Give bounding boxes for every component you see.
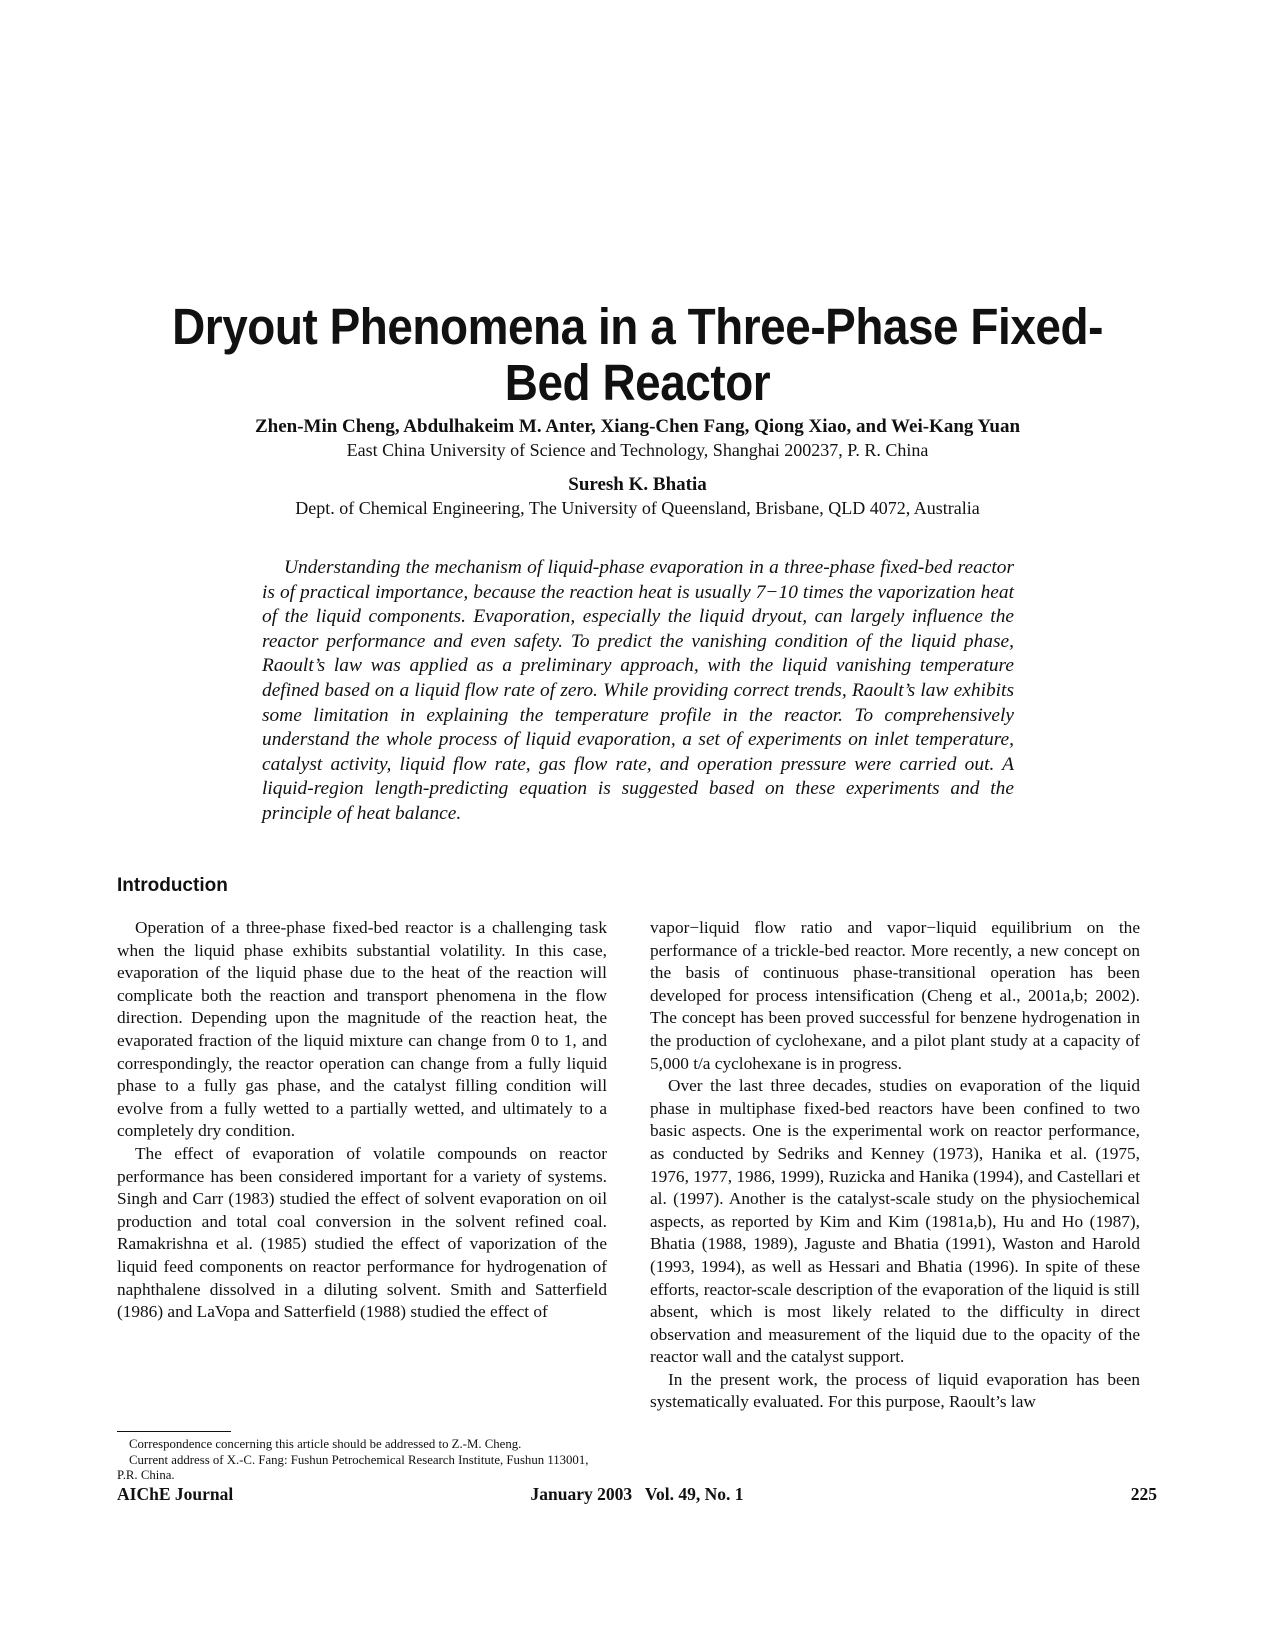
paragraph: The effect of evaporation of volatile compounds on reactor performance has been considered important for a variety of systems. Singh and Carr (1983) studied the effect of solvent evaporation on oil production and total coal conversion in the solvent refined coal. Ramakrishna et al. (1985) studied the effect of vaporization of the liquid feed components on reactor performance for hydrogenation of naphthalene dissolved in a diluting solvent. Smith and Satterfield (1986) and LaVopa and Satterfield (1988) studied the effect of — [117, 1143, 607, 1322]
author-affiliation-1: East China University of Science and Technology, Shanghai 200237, P. R. China — [346, 440, 929, 460]
page-footer — [117, 1484, 1157, 1508]
paragraph: In the present work, the process of liquid evaporation has been systematically evaluated. For this purpose, Raoult’s law — [650, 1369, 1140, 1412]
author-affiliation-2: Dept. of Chemical Engineering, The University of Queensland, Brisbane, QLD 4072, Australia — [295, 498, 980, 518]
right-column — [650, 917, 1140, 1414]
footnotes — [117, 1437, 607, 1484]
author-names-2: Suresh K. Bhatia — [568, 474, 707, 495]
paragraph: vapor−liquid flow ratio and vapor−liquid equilibrium on the performance of a trickle-bed reactor. More recently, a new concept on the basis of continuous phase-transitional operation has been developed for process intensification (Cheng et al., 2001a,b; 2002). The concept has been proved successful for benzene hydrogenation in the production of cyclohexane, and a pilot plant study at a capacity of 5,000 t/a cyclohexane is in progress. — [650, 918, 1140, 1073]
footnote-divider — [117, 1431, 231, 1432]
footnote-correspondence: Correspondence concerning this article should be addressed to Z.-M. Cheng. — [129, 1437, 522, 1451]
left-column — [117, 917, 607, 1324]
footer-journal: AIChE Journal — [117, 1484, 234, 1504]
paragraph: Operation of a three-phase fixed-bed reactor is a challenging task when the liquid phase exhibits substantial volatility. In this case, evaporation of the liquid phase due to the heat of the reaction will complicate both the reaction and transport phenomena in the flow direction. Depending upon the magnitude of the reaction heat, the evaporated fraction of the liquid mixture can change from 0 to 1, and correspondingly, the reactor operation can change from a fully liquid phase to a fully gas phase, and the catalyst filling condition will evolve from a fully wetted to a partially wetted, and ultimately to a completely dry condition. — [117, 918, 607, 1141]
article-title: Dryout Phenomena in a Three-Phase Fixed-Bed Reactor — [172, 298, 1103, 412]
author-block — [100, 415, 1175, 519]
section-heading-introduction: Introduction — [117, 875, 228, 896]
author-names-1: Zhen-Min Cheng, Abdulhakeim M. Anter, Xiang-Chen Fang, Qiong Xiao, and Wei-Kang Yuan — [254, 416, 1021, 437]
footnote-current-address: Current address of X.-C. Fang: Fushun Petrochemical Research Institute, Fushun 113001, P.R. China. — [117, 1452, 589, 1482]
footer-issue: January 2003 Vol. 49, No. 1 — [530, 1484, 744, 1504]
abstract: Understanding the mechanism of liquid-phase evaporation in a three-phase fixed-bed reactor is of practical importance, because the reaction heat is usually 7−10 times the vaporization heat of the liquid components. Evaporation, especially the liquid dryout, can largely influence the reactor performance and even safety. To predict the vanishing condition of the liquid phase, Raoult’s law was applied as a preliminary approach, with the liquid vanishing temperature defined based on a liquid flow rate of zero. While providing correct trends, Raoult’s law exhibits some limitation in explaining the temperature profile in the reactor. To comprehensively understand the whole process of liquid evaporation, a set of experiments on inlet temperature, catalyst activity, liquid flow rate, gas flow rate, and operation pressure were carried out. A liquid-region length-predicting equation is suggested based on these experiments and the principle of heat balance. — [262, 557, 1014, 824]
paragraph: Over the last three decades, studies on evaporation of the liquid phase in multiphase fixed-bed reactors have been confined to two basic aspects. One is the experimental work on reactor performance, as conducted by Sedriks and Kenney (1973), Hanika et al. (1975, 1976, 1977, 1986, 1999), Ruzicka and Hanika (1994), and Castellari et al. (1997). Another is the catalyst-scale study on the physiochemical aspects, as reported by Kim and Kim (1981a,b), Hu and Ho (1987), Bhatia (1988, 1989), Jaguste and Bhatia (1991), Waston and Harold (1993, 1994), as well as Hessari and Bhatia (1996). In spite of these efforts, reactor-scale description of the evaporation of the liquid is still absent, which is most likely related to the difficulty in direct observation and measurement of the liquid due to the opacity of the reactor wall and the catalyst support. — [650, 1076, 1141, 1367]
footer-page-number: 225 — [1130, 1484, 1157, 1504]
